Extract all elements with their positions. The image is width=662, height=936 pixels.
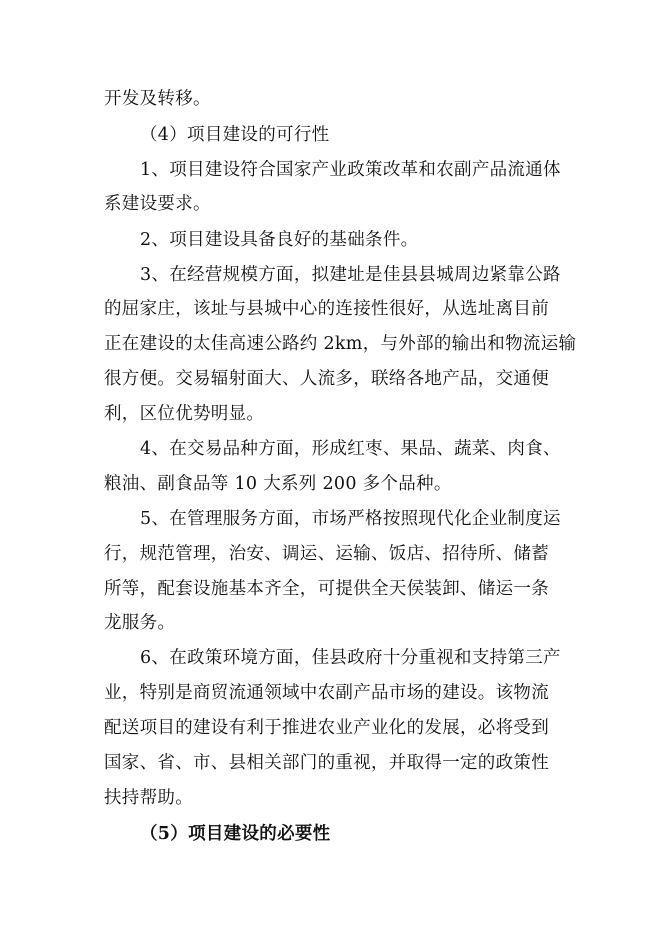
section-heading-feasibility: （4）项目建设的可行性 xyxy=(140,125,330,145)
text-line-12: 粮油、副食品等 10 大系列 200 多个品种。 xyxy=(104,474,452,494)
text-line-17: 6、在政策环境方面，佳县政府十分重视和支持第三产 xyxy=(140,648,561,668)
text-line-14: 行，规范管理，治安、调运、运输、饭店、招待所、储蓄 xyxy=(104,544,549,564)
text-line-16: 龙服务。 xyxy=(104,613,176,633)
text-line-11: 4、在交易品种方面，形成红枣、果品、蔬菜、肉食、 xyxy=(140,439,561,459)
text-line-19: 配送项目的建设有利于推进农业产业化的发展，必将受到 xyxy=(104,718,549,738)
text-line-7: 的屈家庄，该址与县城中心的连接性很好，从选址离目前 xyxy=(104,299,549,319)
text-line-9: 很方便。交易辐射面大、人流多，联络各地产品，交通便 xyxy=(104,369,549,389)
text-line-18: 业，特别是商贸流通领域中农副产品市场的建设。该物流 xyxy=(104,683,549,703)
text-line-15: 所等，配套设施基本齐全，可提供全天侯装卸、储运一条 xyxy=(104,579,549,599)
text-line-1: 开发及转移。 xyxy=(104,89,211,109)
text-line-20: 国家、省、市、县相关部门的重视，并取得一定的政策性 xyxy=(104,753,549,773)
text-line-4: 系建设要求。 xyxy=(104,194,211,214)
section-heading-necessity: （5）项目建设的必要性 xyxy=(140,824,331,844)
text-line-21: 扶持帮助。 xyxy=(104,788,193,808)
text-line-8: 正在建设的太佳高速公路约 2km，与外部的输出和物流运输 xyxy=(104,334,577,354)
text-line-10: 利，区位优势明显。 xyxy=(104,404,265,424)
text-line-6: 3、在经营规模方面，拟建址是佳县县城周边紧靠公路 xyxy=(140,265,561,285)
text-line-3: 1、项目建设符合国家产业政策改革和农副产品流通体 xyxy=(140,160,561,180)
text-line-13: 5、在管理服务方面，市场严格按照现代化企业制度运 xyxy=(140,509,561,529)
text-line-5: 2、项目建设具备良好的基础条件。 xyxy=(140,230,419,250)
